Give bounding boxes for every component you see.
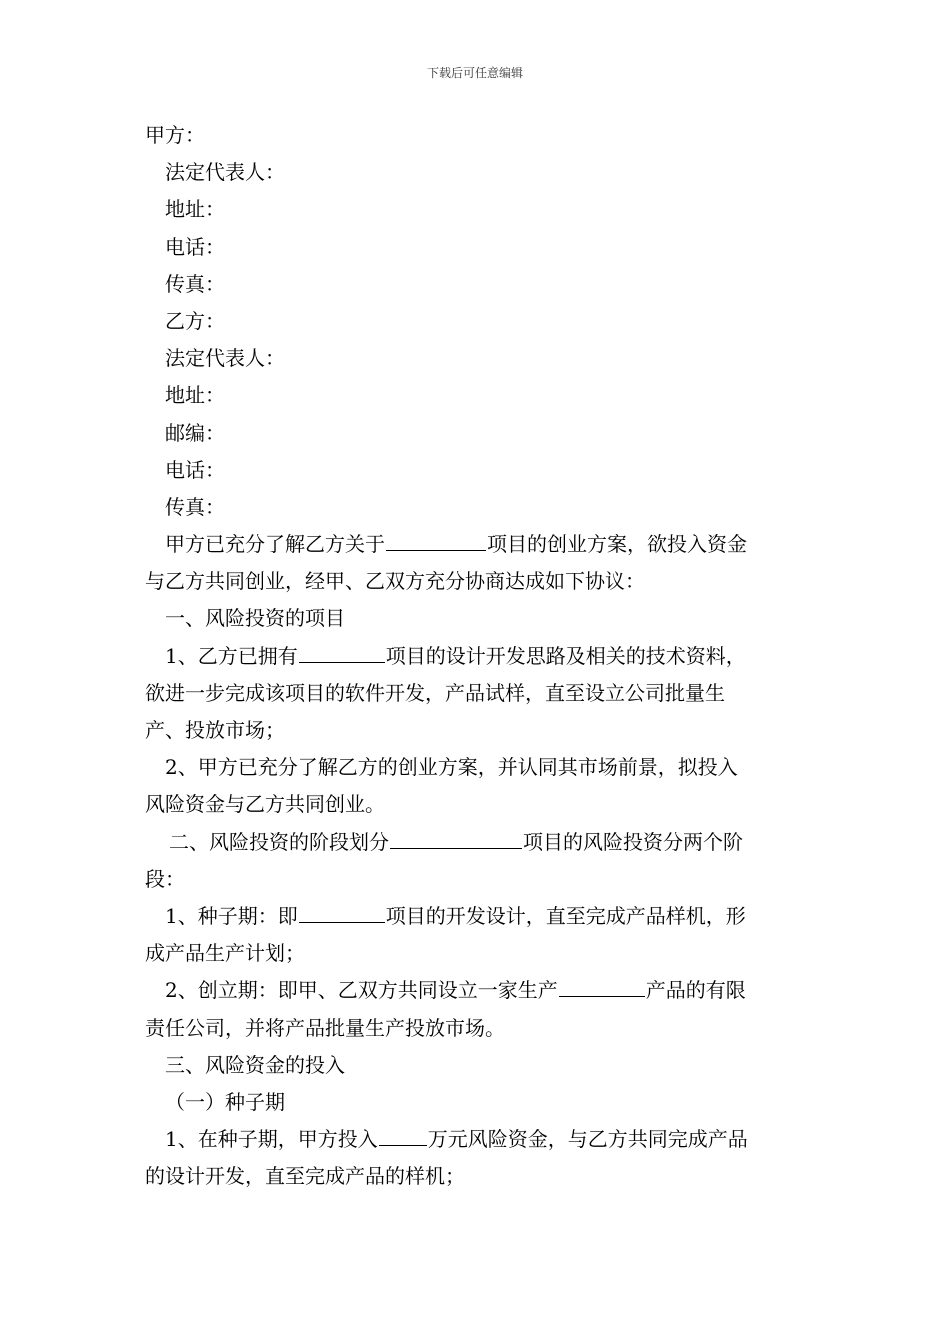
section-3-heading: 三、风险资金的投入 — [165, 1052, 345, 1077]
project-name-blank — [299, 640, 385, 663]
section-2-item-1-text-2: 项目的开发设计，直至完成产品样机，形 — [385, 903, 746, 928]
party-a-address: 地址： — [165, 197, 225, 222]
party-a-phone: 电话： — [165, 234, 225, 259]
project-name-blank — [390, 826, 522, 849]
section-1-item-1-text-1: 1、乙方已拥有 — [165, 643, 298, 668]
section-2-item-2-line-1 — [145, 972, 810, 1009]
contract-body — [145, 117, 810, 1195]
product-name-blank — [559, 974, 645, 997]
section-2-item-2-text-1: 2、创立期：即甲、乙双方共同设立一家生产 — [165, 978, 558, 1003]
party-b-postcode: 邮编： — [165, 420, 225, 445]
section-2-item-1-line-2: 成产品生产计划； — [145, 941, 305, 966]
section-3-item-1-text-2: 万元风险资金，与乙方共同完成产品 — [427, 1127, 748, 1152]
party-b-label: 乙方： — [165, 308, 225, 333]
section-2-item-2-text-2: 产品的有限 — [645, 978, 746, 1003]
section-2-item-2-line-2: 责任公司，并将产品批量生产投放市场。 — [145, 1015, 505, 1040]
party-a-fax: 传真： — [165, 271, 225, 296]
party-b-legal-rep: 法定代表人： — [165, 346, 285, 371]
header-note: 下载后可任意编辑 — [426, 66, 523, 80]
project-name-blank — [386, 528, 486, 551]
section-1-item-2-line-1: 2、甲方已充分了解乙方的创业方案，并认同其市场前景，拟投入 — [165, 755, 738, 780]
section-2-item-1-text-1: 1、种子期：即 — [165, 903, 298, 928]
section-3-item-1-line-1 — [145, 1121, 810, 1158]
intro-line-2: 与乙方共同创业，经甲、乙双方充分协商达成如下协议： — [145, 569, 645, 594]
party-b-phone: 电话： — [165, 457, 225, 482]
section-1-heading: 一、风险投资的项目 — [165, 606, 345, 631]
intro-text-2: 项目的创业方案，欲投入资金 — [487, 532, 747, 557]
intro-text-1: 甲方已充分了解乙方关于 — [165, 532, 385, 557]
section-2-heading-text-2: 项目的风险投资分两个阶 — [523, 829, 743, 854]
party-b-address: 地址： — [165, 383, 225, 408]
party-a-label: 甲方： — [145, 123, 205, 147]
section-1-item-1-line-2: 欲进一步完成该项目的软件开发，产品试样，直至设立公司批量生 — [145, 680, 725, 705]
section-1-item-1-line-1 — [145, 638, 810, 675]
section-2-heading-line-2: 段： — [145, 866, 185, 891]
section-2-heading-line-1 — [145, 824, 810, 861]
project-name-blank — [299, 900, 385, 923]
section-3-item-1-line-2: 的设计开发，直至完成产品的样机； — [145, 1164, 465, 1189]
party-a-legal-rep: 法定代表人： — [165, 160, 285, 185]
intro-line-1 — [145, 526, 810, 563]
section-1-item-1-text-2: 项目的设计开发思路及相关的技术资料， — [385, 643, 746, 668]
section-1-item-1-line-3: 产、投放市场； — [145, 718, 285, 742]
amount-blank — [379, 1123, 427, 1146]
section-1-item-2-line-2: 风险资金与乙方共同创业。 — [145, 792, 385, 817]
section-2-heading-text-1: 二、风险投资的阶段划分 — [169, 829, 389, 854]
section-3-item-1-text-1: 1、在种子期，甲方投入 — [165, 1127, 378, 1152]
party-b-fax: 传真： — [165, 494, 225, 519]
section-3-subheading: （一）种子期 — [165, 1089, 285, 1114]
section-2-item-1-line-1 — [145, 898, 810, 935]
